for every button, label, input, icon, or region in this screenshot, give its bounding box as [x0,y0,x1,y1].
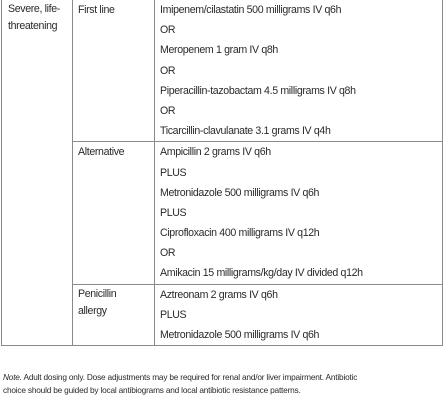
table-footnote [3,371,441,396]
drug-list-alternative [155,142,443,284]
regimen-label-text: Alternative [78,146,125,159]
severity-label-line-1: Severe, life- [8,3,60,15]
drug-line: Meropenem 1 gram IV q8h [160,44,278,57]
regimen-label-text: First line [78,4,115,16]
drug-line: Ticarcillin-clavulanate 3.1 grams IV q4h [160,125,331,138]
drug-line: Metronidazole 500 milligrams IV q6h [160,186,320,199]
connector-line: OR [160,64,176,77]
drug-line: Piperacillin-tazobactam 4.5 milligrams IV q8h [160,84,356,97]
connector-line: PLUS [160,308,187,321]
footnote-lead: Note. [3,372,22,382]
severity-label-line-2: threatening [8,20,58,32]
regimen-label-first-line [73,0,155,142]
table-row-first-line [2,0,443,142]
drug-line: Amikacin 15 milligrams/kg/day IV divided q12h [160,267,363,280]
regimen-label-text-line-1: Penicillin [78,287,117,300]
connector-line: OR [160,104,176,117]
connector-line: OR [160,24,176,37]
drug-line: Imipenem/cilastatin 500 milligrams IV q6h [160,4,342,16]
drug-list-first-line [155,0,443,142]
regimen-label-text-line-2: allergy [78,304,107,317]
drug-list-penicillin-allergy [155,284,443,346]
drug-line: Ampicillin 2 grams IV q6h [160,146,271,159]
regimen-label-alternative [73,142,155,284]
footnote-line-1 [3,371,441,384]
drug-line: Aztreonam 2 grams IV q6h [160,288,278,301]
footnote-text-1: Adult dosing only. Dose adjustments may be required for renal and/or liver impairment. Antibiotic [23,372,358,382]
footnote-line-2: choice should be guided by local antibiograms and local antibiotic resistance patterns. [3,384,301,395]
connector-line: PLUS [160,206,187,219]
regimen-label-penicillin-allergy [73,284,155,346]
severity-cell [2,0,73,346]
drug-line: Metronidazole 500 milligrams IV q6h [160,329,320,341]
connector-line: PLUS [160,166,187,179]
antibiotic-regimen-table [1,0,443,346]
drug-line: Ciprofloxacin 400 milligrams IV q12h [160,227,320,240]
connector-line: OR [160,247,176,260]
